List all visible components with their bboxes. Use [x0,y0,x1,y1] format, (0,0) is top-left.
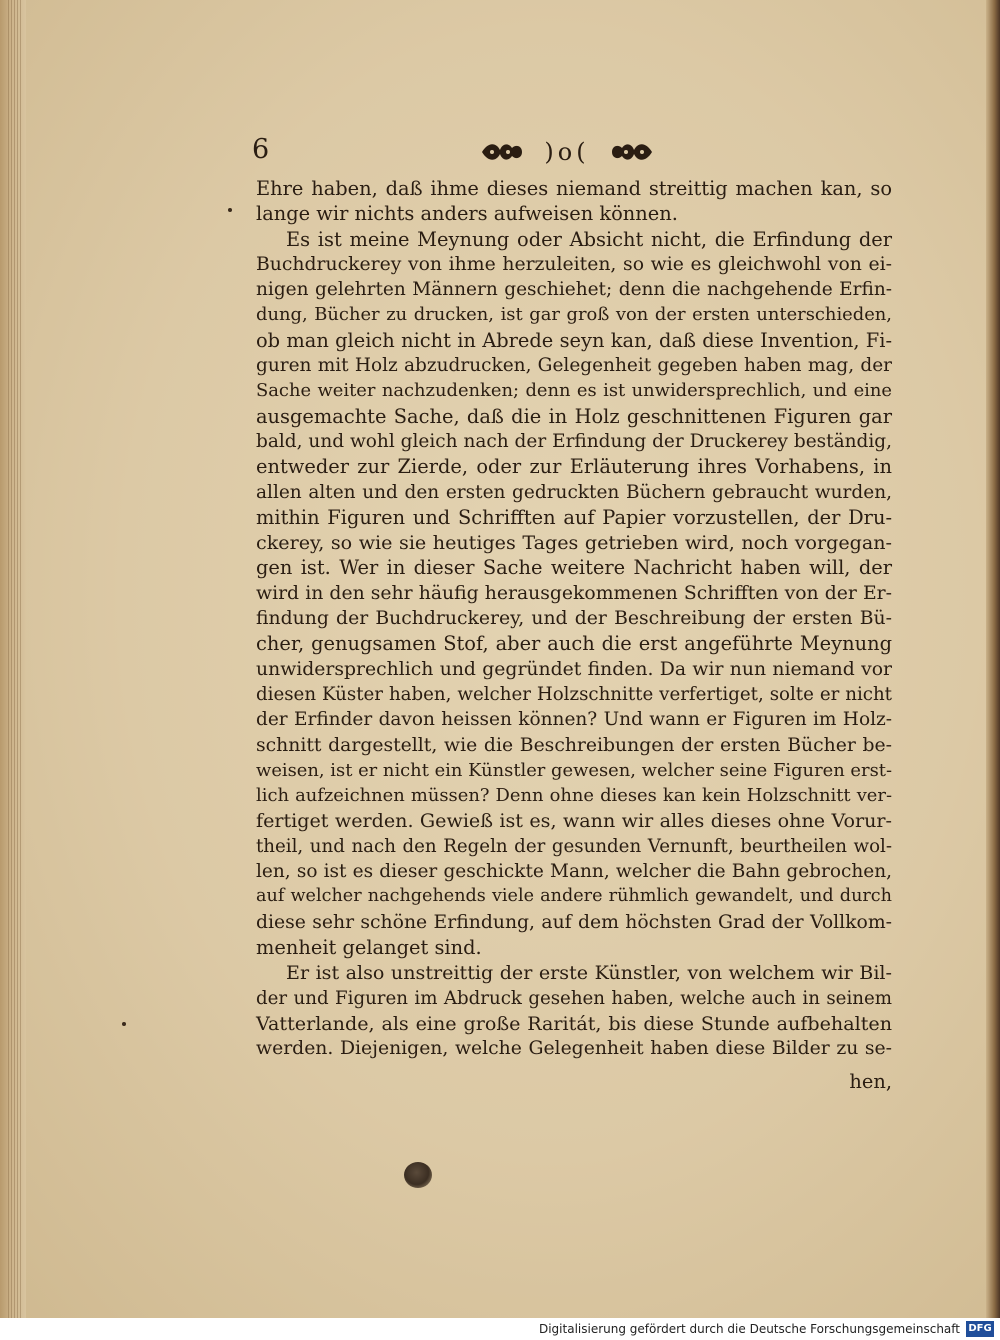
fleuron-left-icon [478,140,526,164]
text-line: menheit gelanget sind. [256,935,482,959]
running-header [252,133,892,173]
text-line: nigen gelehrten Männern geschiehet; denn die nachgehende Erfin- [256,279,892,301]
text-line: Er ist also unstreittig der erste Künstler, von welchem wir Bil- [286,961,892,985]
body-text [256,176,892,1061]
ink-speck [228,208,232,212]
header-ornament-text: )o( [544,138,590,166]
digitization-footer [0,1318,1000,1340]
text-line: len, so ist es dieser geschickte Mann, welcher die Bahn gebrochen, [256,861,892,883]
header-ornament [462,137,672,167]
fleuron-right-icon [608,140,656,164]
text-line: der und Figuren im Abdruck gesehen haben, welche auch in seinem [256,987,892,1009]
text-line: wird in den sehr häufig herausgekommenen Schrifften von der Er- [256,582,892,604]
text-line: bald, und wohl gleich nach der Erfindung der Druckerey beständig, [256,430,892,452]
text-line: ob man gleich nicht in Abrede seyn kan, daß diese Invention, Fi- [256,328,892,352]
text-line: auf welcher nachgehends viele andere rühmlich gewandelt, und durch [256,886,892,907]
text-line: Es ist meine Meynung oder Absicht nicht, die Erfindung der [286,227,892,251]
text-line: allen alten und den ersten gedruckten Büchern gebraucht wurden, [256,481,892,503]
text-line: diesen Küster haben, welcher Holzschnitte verfertiget, solte er nicht [256,683,892,705]
text-line: Vatterlande, als eine große Raritát, bis diese Stunde aufbehalten [256,1011,892,1035]
catchword: hen, [849,1070,892,1093]
text-line: diese sehr schöne Erfindung, auf dem höchsten Grad der Vollkom- [256,911,892,933]
text-line: ckerey, so wie sie heutiges Tages getrieben wird, noch vorgegan- [256,531,892,555]
text-line: der Erfinder davon heissen können? Und wann er Figuren im Holz- [256,709,892,731]
text-line: Buchdruckerey von ihme herzuleiten, so wie es gleichwohl von ei- [256,253,892,275]
book-gutter [0,0,26,1318]
text-line: fertiget werden. Gewieß ist es, wann wir alles dieses ohne Vorur- [256,809,892,833]
text-line: unwidersprechlich und gegründet finden. Da wir nun niemand vor [256,658,892,680]
ink-speck [122,1022,126,1026]
page-number: 6 [252,134,270,165]
text-line: dung, Bücher zu drucken, ist gar groß von der ersten unterschieden, [256,304,892,326]
text-line: Sache weiter nachzudenken; denn es ist unwidersprechlich, und eine [256,380,892,402]
text-line: lich aufzeichnen müssen? Denn ohne dieses kan kein Holzschnitt ver- [256,785,892,807]
text-line: entweder zur Zierde, oder zur Erläuterung ihres Vorhabens, in [256,455,892,479]
text-line: mithin Figuren und Schrifften auf Papier vorzustellen, der Dru- [256,505,892,529]
text-line: lange wir nichts anders aufweisen können. [256,202,678,226]
text-line: werden. Diejenigen, welche Gelegenheit haben diese Bilder zu se- [256,1038,892,1060]
text-line: schnitt dargestellt, wie die Beschreibungen der ersten Bücher be- [256,734,892,756]
ink-blot [404,1162,432,1188]
book-edge-shadow [986,0,1000,1318]
text-line: theil, und nach den Regeln der gesunden Vernunft, beurtheilen wol- [256,835,892,857]
text-line: findung der Buchdruckerey, und der Beschreibung der ersten Bü- [256,608,892,630]
page-edges [8,0,22,1318]
footer-credit: Digitalisierung gefördert durch die Deutsche Forschungsgemeinschaft [538,1322,960,1336]
text-line: gen ist. Wer in dieser Sache weitere Nachricht haben will, der [256,556,892,580]
text-line: ausgemachte Sache, daß die in Holz geschnittenen Figuren gar [256,404,892,428]
dfg-logo: DFG [966,1321,994,1337]
text-line: weisen, ist er nicht ein Künstler gewesen, welcher seine Figuren erst- [256,759,892,781]
text-line: cher, genugsamen Stof, aber auch die erst angeführte Meynung [256,632,892,656]
text-line: guren mit Holz abzudrucken, Gelegenheit gegeben haben mag, der [256,355,892,377]
text-line: Ehre haben, daß ihme dieses niemand streittig machen kan, so [256,177,892,200]
